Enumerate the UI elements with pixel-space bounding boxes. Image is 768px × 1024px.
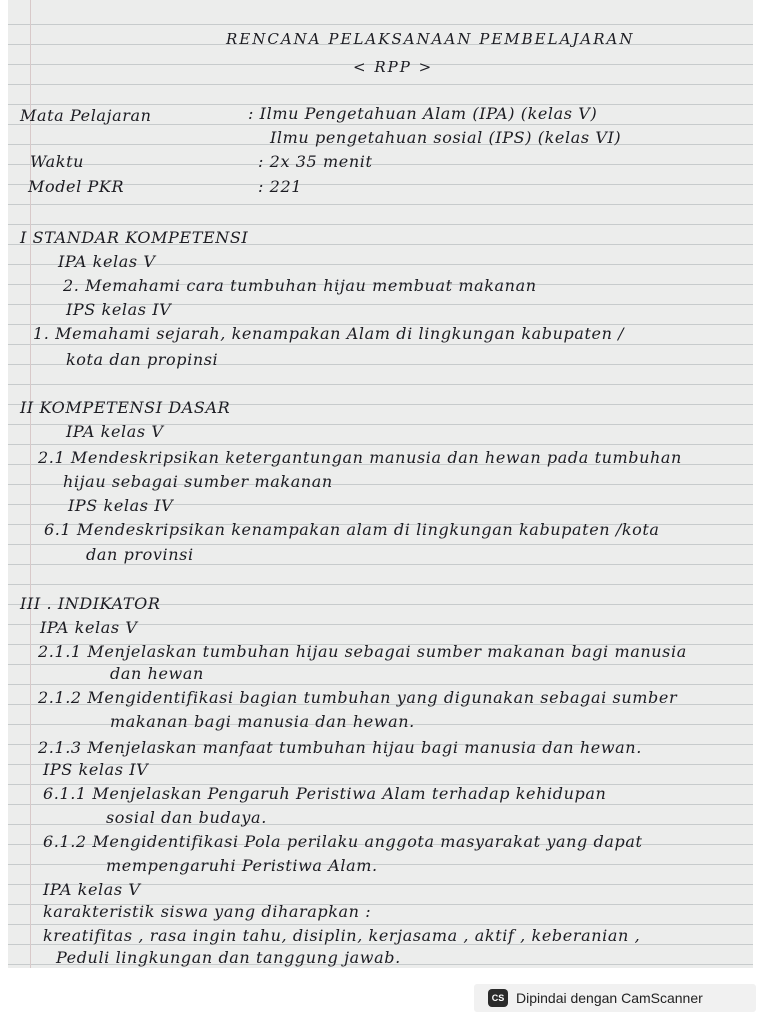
- standar-line: IPS kelas IV: [66, 300, 172, 319]
- indikator-line: makanan bagi manusia dan hewan.: [110, 712, 415, 731]
- section-heading-indikator: III . INDIKATOR: [20, 594, 161, 613]
- section-heading-standar: I STANDAR KOMPETENSI: [20, 228, 249, 247]
- indikator-line: mempengaruhi Peristiwa Alam.: [106, 856, 378, 875]
- meta-label-waktu: Waktu: [30, 152, 85, 171]
- meta-value-waktu: : 2x 35 menit: [258, 152, 373, 171]
- document-title: RENCANA PELAKSANAAN PEMBELAJARAN: [226, 30, 635, 48]
- kompetensi-line: IPS kelas IV: [68, 496, 174, 515]
- meta-label-mata-pelajaran: Mata Pelajaran: [20, 106, 152, 125]
- kompetensi-line: dan provinsi: [86, 545, 194, 564]
- indikator-line: kreatifitas , rasa ingin tahu, disiplin, kerjasama , aktif , keberanian ,: [43, 926, 641, 945]
- indikator-line: dan hewan: [110, 664, 204, 683]
- indikator-line: 6.1.1 Menjelaskan Pengaruh Peristiwa Alam terhadap kehidupan: [43, 784, 607, 803]
- indikator-line: sosial dan budaya.: [106, 808, 267, 827]
- standar-line: IPA kelas V: [58, 252, 156, 271]
- kompetensi-line: hijau sebagai sumber makanan: [63, 472, 333, 491]
- camscanner-logo-icon: CS: [488, 989, 508, 1007]
- indikator-line: Peduli lingkungan dan tanggung jawab.: [56, 948, 401, 967]
- kompetensi-line: 2.1 Mendeskripsikan ketergantungan manusia dan hewan pada tumbuhan: [38, 448, 682, 467]
- indikator-line: 6.1.2 Mengidentifikasi Pola perilaku anggota masyarakat yang dapat: [43, 832, 643, 851]
- margin-line: [30, 0, 31, 968]
- meta-value-mata-pelajaran: : Ilmu Pengetahuan Alam (IPA) (kelas V): [248, 104, 598, 123]
- standar-line: 2. Memahami cara tumbuhan hijau membuat makanan: [63, 276, 537, 295]
- section-heading-kompetensi: II KOMPETENSI DASAR: [20, 398, 231, 417]
- meta-value-model: : 221: [258, 177, 303, 196]
- kompetensi-line: 6.1 Mendeskripsikan kenampakan alam di lingkungan kabupaten /kota: [44, 520, 660, 539]
- indikator-line: karakteristik siswa yang diharapkan :: [43, 902, 372, 921]
- standar-line: 1. Memahami sejarah, kenampakan Alam di lingkungan kabupaten /: [33, 324, 625, 343]
- indikator-line: IPS kelas IV: [43, 760, 149, 779]
- meta-label-model: Model PKR: [28, 177, 125, 196]
- camscanner-watermark: [474, 984, 756, 1012]
- kompetensi-line: IPA kelas V: [66, 422, 164, 441]
- document-subtitle: < RPP >: [353, 58, 434, 76]
- standar-line: kota dan propinsi: [66, 350, 219, 369]
- indikator-line: 2.1.2 Mengidentifikasi bagian tumbuhan yang digunakan sebagai sumber: [38, 688, 678, 707]
- indikator-line: IPA kelas V: [43, 880, 141, 899]
- notebook-page: [8, 0, 753, 968]
- watermark-text: Dipindai dengan CamScanner: [516, 990, 703, 1006]
- meta-value-mata-pelajaran-2: Ilmu pengetahuan sosial (IPS) (kelas VI): [270, 128, 622, 147]
- indikator-line: 2.1.3 Menjelaskan manfaat tumbuhan hijau bagi manusia dan hewan.: [38, 738, 642, 757]
- indikator-line: IPA kelas V: [40, 618, 138, 637]
- indikator-line: 2.1.1 Menjelaskan tumbuhan hijau sebagai sumber makanan bagi manusia: [38, 642, 687, 661]
